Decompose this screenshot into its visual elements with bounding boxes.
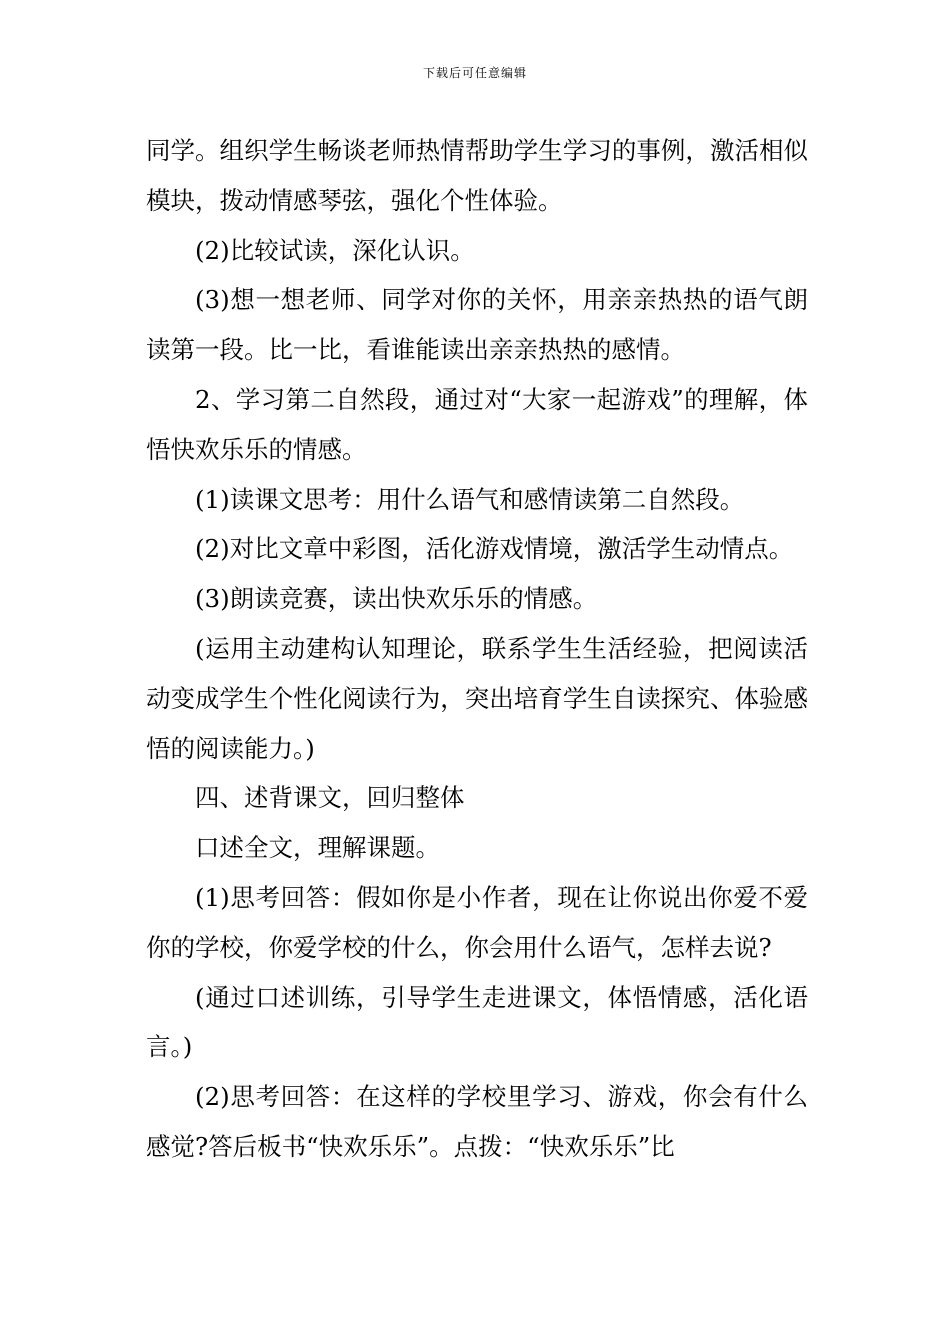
page-header: 下载后可任意编辑 — [422, 66, 527, 80]
paragraph-section-2-heading: 2、学习第二自然段，通过对“大家一起游戏”的理解，体悟快欢乐乐的情感。 — [146, 384, 808, 464]
paragraph-step-2-compare-reading: (2)比较试读，深化认识。 — [195, 235, 475, 265]
paragraph-note-oral-training: (通过口述训练，引导学生走进课文，体悟情感，活化语言。) — [146, 982, 808, 1062]
paragraph-item-1: (1)读课文思考：用什么语气和感情读第二自然段。 — [195, 484, 745, 514]
document-body — [146, 126, 808, 1172]
paragraph-item-2: (2)对比文章中彩图，活化游戏情境，激活学生动情点。 — [195, 534, 794, 564]
paragraph-note-theory: (运用主动建构认知理论，联系学生生活经验，把阅读活动变成学生个性化阅读行为，突出培育学生自读探究、体验感悟的阅读能力。) — [146, 633, 808, 763]
paragraph-oral-retell: 口述全文，理解课题。 — [195, 833, 440, 863]
paragraph-item-3: (3)朗读竞赛，读出快欢乐乐的情感。 — [195, 584, 598, 614]
paragraph-section-4-heading: 四、述背课文，回归整体 — [195, 783, 465, 813]
paragraph-question-2: (2)思考回答：在这样的学校里学习、游戏，你会有什么感觉?答后板书“快欢乐乐”。点拨：“快欢乐乐”比 — [146, 1082, 808, 1161]
paragraph-step-3-read-aloud: (3)想一想老师、同学对你的关怀，用亲亲热热的语气朗读第一段。比一比，看谁能读出亲亲热热的感情。 — [146, 285, 808, 365]
paragraph-question-1: (1)思考回答：假如你是小作者，现在让你说出你爱不爱你的学校，你爱学校的什么，你会用什么语气，怎样去说? — [146, 882, 808, 962]
paragraph-continuation: 同学。组织学生畅谈老师热情帮助学生学习的事例，激活相似模块，拨动情感琴弦，强化个性体验。 — [146, 136, 808, 215]
